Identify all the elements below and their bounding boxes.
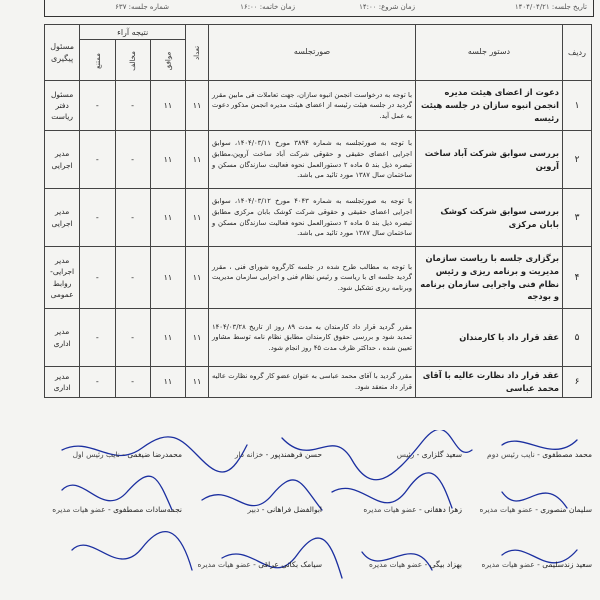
row-number: ۶	[563, 367, 592, 398]
agenda-cell: عقد قرار داد با کارمندان	[416, 309, 563, 367]
agenda-cell: دعوت از اعضای هیئت مدیره انجمن انبوه سازان در جلسه هیئت رئیسه	[416, 81, 563, 131]
signature-scribble-9	[222, 538, 342, 578]
signature-label	[487, 450, 592, 459]
signatory-role: - خزانه دار	[234, 450, 271, 459]
abstain-header-label: ممتنع	[93, 52, 102, 69]
abstain-cell: -	[80, 247, 115, 309]
oppose-header-label: مخالف	[128, 50, 137, 71]
signatory-role: - عضو هیات مدیره	[368, 560, 430, 569]
oppose-cell: -	[115, 367, 150, 398]
col-vote-header: نتیجه آراء	[80, 25, 186, 40]
signatory-name: سیامک بکائی عراقی	[258, 560, 322, 569]
responsible-cell: مدیر اجرایی	[45, 131, 80, 189]
signature-label	[235, 450, 322, 459]
signatory-role: - دبیر	[247, 505, 267, 514]
signature-label	[73, 450, 182, 459]
signatory-name: بهزاد بیگی	[429, 560, 462, 569]
signatory-name: نجمه‌سادات مصطفوی	[113, 505, 182, 514]
signature-label	[198, 560, 323, 569]
table-row	[45, 247, 592, 309]
minutes-cell: با توجه به مطالب طرح شده در جلسه کارگروه شورای فنی ، مقرر گردید جلسه ای با ریاست و رئیس نظام فنی و اجرایی سازمان مدیریت وبرنامه ریزی تشکیل شود.	[209, 247, 416, 309]
abstain-cell: -	[80, 309, 115, 367]
col-agenda-header: دستور جلسه	[416, 25, 563, 81]
agree-cell: ۱۱	[150, 247, 185, 309]
agenda-cell: بررسی سوابق شرکت آباد ساخت آروین	[416, 131, 563, 189]
signatory-name: سلیمان منصوری	[540, 505, 592, 514]
header-strip	[44, 0, 594, 17]
oppose-cell: -	[115, 189, 150, 247]
count-cell: ۱۱	[186, 367, 209, 398]
signatory-name: حسن فرهمندپور	[270, 450, 322, 459]
signature-label	[52, 505, 182, 514]
agree-cell: ۱۱	[150, 189, 185, 247]
col-abstain-header	[80, 40, 115, 81]
signatory-role: - نایب رئیس اول	[72, 450, 128, 459]
signatory-name: محمد مصطفوی	[542, 450, 592, 459]
table-row	[45, 309, 592, 367]
signatory-role: - عضو هیات مدیره	[52, 505, 114, 514]
signatory-role: - عضو هیات مدیره	[481, 560, 543, 569]
col-row-header: ردیف	[563, 25, 592, 81]
oppose-cell: -	[115, 309, 150, 367]
col-agree-header	[150, 40, 185, 81]
agree-cell: ۱۱	[150, 367, 185, 398]
minutes-cell: با توجه به صورتجلسه به شماره ۳۸۹۴ مورخ ۱۴۰۴/۰۳/۱۱، سوابق اجرایی اعضای حقیقی و حقوقی شرکت آباد ساخت آروین،مطابق تبصره ذیل بند ۵ ماده ۲ دستورالعمل نحوه فعالیت سازندگان مسکن و ساختمان سال ۱۳۸۷ مورد تائید می باشد.	[209, 131, 416, 189]
col-oppose-header	[115, 40, 150, 81]
abstain-cell: -	[80, 81, 115, 131]
end-time: زمان خاتمه: ۱۶:۰۰	[240, 3, 295, 11]
table-row	[45, 367, 592, 398]
table-header-row	[45, 25, 592, 40]
signatory-role: - عضو هیات مدیره	[197, 560, 259, 569]
signatory-role: - رئیس	[396, 450, 422, 459]
oppose-cell: -	[115, 81, 150, 131]
row-number: ۴	[563, 247, 592, 309]
signatory-role: - عضو هیات مدیره	[363, 505, 425, 514]
responsible-cell: مدیر اداری	[45, 367, 80, 398]
agenda-cell: عقد قرار داد نظارت عالیه با آقای محمد عباسی	[416, 367, 563, 398]
abstain-cell: -	[80, 189, 115, 247]
row-number: ۵	[563, 309, 592, 367]
responsible-cell: مدیر اداری	[45, 309, 80, 367]
signature-scribble-3	[502, 440, 577, 449]
agenda-cell: برگزاری جلسه با ریاست سازمان مدیریت و برنامه ریزی و رئیس نظام فنی واجرایی سازمان برنامه و بودجه	[416, 247, 563, 309]
table-row	[45, 81, 592, 131]
count-cell: ۱۱	[186, 309, 209, 367]
count-cell: ۱۱	[186, 247, 209, 309]
minutes-cell: با توجه به درخواست انجمن انبوه سازان، جهت تعاملات فی مابین مقرر گردید در جلسه هیئت رئیسه از اعضای هیئت مدیره انجمن مذکور دعوت به عمل آید.	[209, 81, 416, 131]
signatory-role: - نایب رئیس دوم	[487, 450, 543, 459]
signature-label	[363, 505, 462, 514]
minutes-cell: با توجه به صورتجلسه به شماره ۴۰۴۳ مورخ ۱۴۰۴/۰۳/۱۲، سوابق اجرایی اعضای حقیقی و حقوقی شرکت کوشک بابان مرکزی مطابق تبصره ذیل بند ۵ ماده ۲ دستورالعمل نحوه فعالیت سازندگان مسکن و ساختمان سال ۱۳۸۷ مورد تائید می باشد.	[209, 189, 416, 247]
col-responsible-header: مسئول پیگیری	[45, 25, 80, 81]
signature-area	[32, 430, 592, 595]
session-date: تاریخ جلسه: ۱۴۰۴/۰۴/۲۱	[514, 3, 587, 11]
row-number: ۱	[563, 81, 592, 131]
agenda-cell: بررسی سوابق شرکت کوشک بابان مرکزی	[416, 189, 563, 247]
col-minutes-header: صورتجلسه	[209, 25, 416, 81]
row-number: ۳	[563, 189, 592, 247]
agree-cell: ۱۱	[150, 81, 185, 131]
signature-label	[480, 505, 592, 514]
signature-label	[248, 505, 322, 514]
minutes-cell: مقرر گردید قرار داد کارمندان به مدت ۸۹ روز از تاریخ ۱۴۰۴/۰۳/۲۸ تمدید شود و بررسی حقوق کارمندان مطابق نظام نامه توسط مشاور تعیین شده ، حداکثر ظرف مدت ۴۵ روز انجام شود.	[209, 309, 416, 367]
signatory-name: ابوالفضل فراهانی	[266, 505, 322, 514]
responsible-cell: مسئول دفتر ریاست	[45, 81, 80, 131]
abstain-cell: -	[80, 131, 115, 189]
agree-header-label: موافق	[163, 51, 172, 70]
row-number: ۲	[563, 131, 592, 189]
signatory-name: محمدرضا ضیغمی	[127, 450, 182, 459]
signatory-name: زهرا دهقانی	[424, 505, 462, 514]
count-cell: ۱۱	[186, 189, 209, 247]
signatory-name: سعید زندسلیمی	[542, 560, 592, 569]
signatory-role: - عضو هیات مدیره	[479, 505, 541, 514]
agree-cell: ۱۱	[150, 309, 185, 367]
signature-label	[397, 450, 462, 459]
responsible-cell: مدیر اجرایی- روابط عمومی	[45, 247, 80, 309]
table-row	[45, 189, 592, 247]
minutes-cell: مقرر گردید با آقای محمد عباسی به عنوان عضو کار گروه نظارت عالیه قرار داد منعقد شود.	[209, 367, 416, 398]
count-cell: ۱۱	[186, 81, 209, 131]
signature-label	[481, 560, 592, 569]
col-count-header	[186, 25, 209, 81]
oppose-cell: -	[115, 131, 150, 189]
signature-scribble-6	[332, 473, 452, 508]
abstain-cell: -	[80, 367, 115, 398]
signature-scribble-8	[72, 532, 192, 570]
minutes-table	[44, 24, 592, 398]
signatory-name: سعید گلزاری	[421, 450, 462, 459]
signature-label	[369, 560, 462, 569]
agree-cell: ۱۱	[150, 131, 185, 189]
start-time: زمان شروع: ۱۴:۰۰	[359, 3, 415, 11]
responsible-cell: مدیر اجرایی	[45, 189, 80, 247]
oppose-cell: -	[115, 247, 150, 309]
session-number: شماره جلسه: ۶۳۷	[115, 3, 169, 11]
count-header-label: تعداد	[193, 45, 201, 61]
table-row	[45, 131, 592, 189]
count-cell: ۱۱	[186, 131, 209, 189]
